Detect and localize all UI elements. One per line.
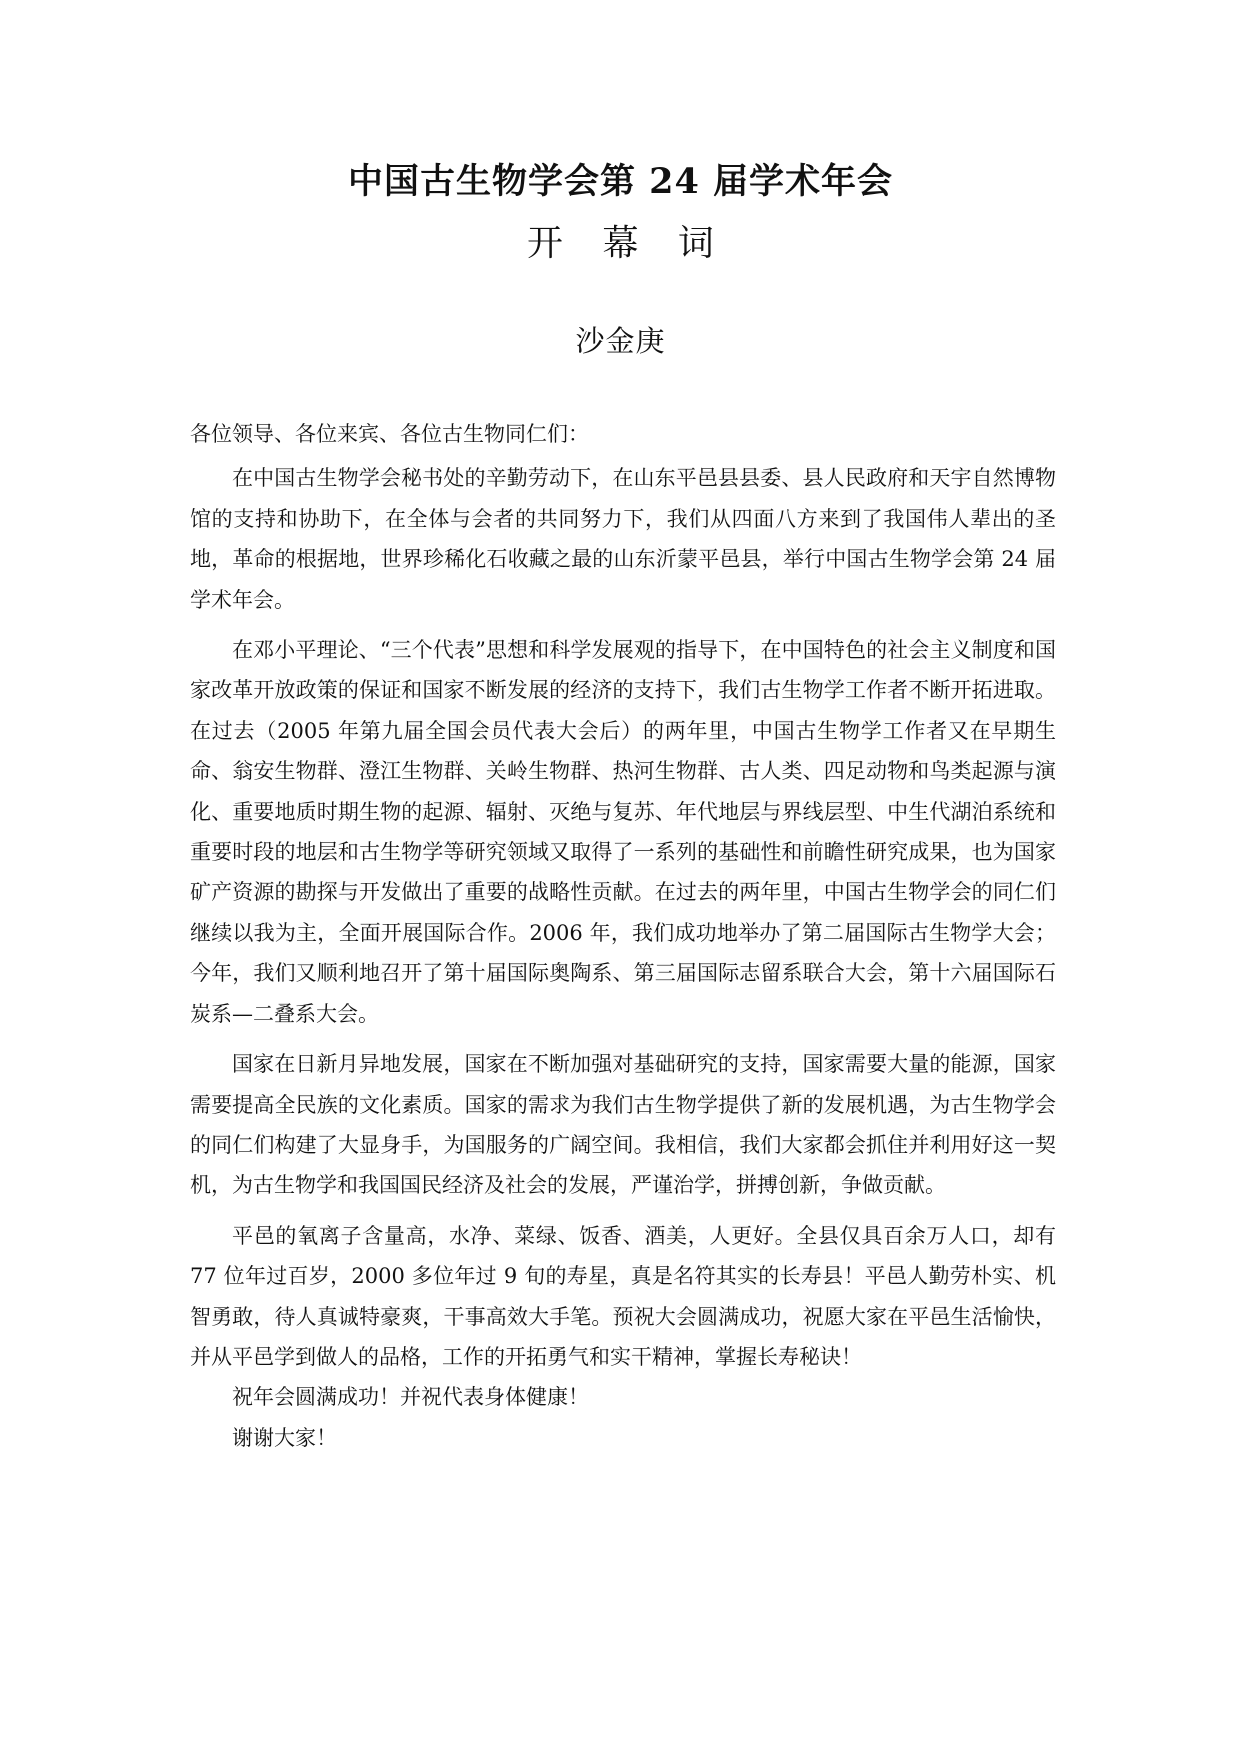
paragraph: 在邓小平理论、“三个代表”思想和科学发展观的指导下，在中国特色的社会主义制度和国家改革开放政策的保证和国家不断发展的经济的支持下，我们古生物学工作者不断开拓进取。在过去（2005 年第九届全国会员代表大会后）的两年里，中国古生物学工作者又在早期生命、翁安生物群、澄江生物群、关岭生物群、热河生物群、古人类、四足动物和鸟类起源与演化、重要地质时期生物的起源、辐射、灭绝与复苏、年代地层与界线层型、中生代湖泊系统和重要时段的地层和古生物学等研究领域又取得了一系列的基础性和前瞻性研究成果，也为国家矿产资源的勘探与开发做出了重要的战略性贡献。在过去的两年里，中国古生物学会的同仁们继续以我为主，全面开展国际合作。2006 年，我们成功地举办了第二届国际古生物学大会；今年，我们又顺利地召开了第十届国际奥陶系、第三届国际志留系联合大会，第十六届国际石炭系—二叠系大会。 — [190, 638, 1056, 1026]
speech-body — [190, 414, 1056, 1458]
paragraph: 平邑的氧离子含量高，水净、菜绿、饭香、酒美，人更好。全县仅具百余万人口，却有 77 位年过百岁，2000 多位年过 9 旬的寿星，真是名符其实的长寿县！平邑人勤劳朴实、机智勇敢，待人真诚特豪爽，干事高效大手笔。预祝大会圆满成功，祝愿大家在平邑生活愉快，并从平邑学到做人的品格，工作的开拓勇气和实干精神，掌握长寿秘诀！ — [190, 1223, 1056, 1369]
paragraph: 在中国古生物学会秘书处的辛勤劳动下，在山东平邑县县委、县人民政府和天宇自然博物馆的支持和协助下，在全体与会者的共同努力下，我们从四面八方来到了我国伟人辈出的圣地，革命的根据地，世界珍稀化石收藏之最的山东沂蒙平邑县，举行中国古生物学会第 24 届学术年会。 — [190, 466, 1056, 612]
salutation: 各位领导、各位来宾、各位古生物同仁们： — [190, 422, 589, 446]
paragraph: 国家在日新月异地发展，国家在不断加强对基础研究的支持，国家需要大量的能源，国家需要提高全民族的文化素质。国家的需求为我们古生物学提供了新的发展机遇，为古生物学会的同仁们构建了大显身手，为国服务的广阔空间。我相信，我们大家都会抓住并利用好这一契机，为古生物学和我国国民经济及社会的发展，严谨治学，拼搏创新，争做贡献。 — [190, 1052, 1056, 1198]
document-subtitle: 开 幕 词 — [527, 223, 728, 264]
author-name: 沙金庚 — [575, 324, 666, 358]
closing-thanks: 谢谢大家！ — [232, 1425, 337, 1450]
document-title: 中国古生物学会第 24 届学术年会 — [347, 161, 894, 202]
closing-wish: 祝年会圆满成功！并祝代表身体健康！ — [232, 1385, 589, 1410]
